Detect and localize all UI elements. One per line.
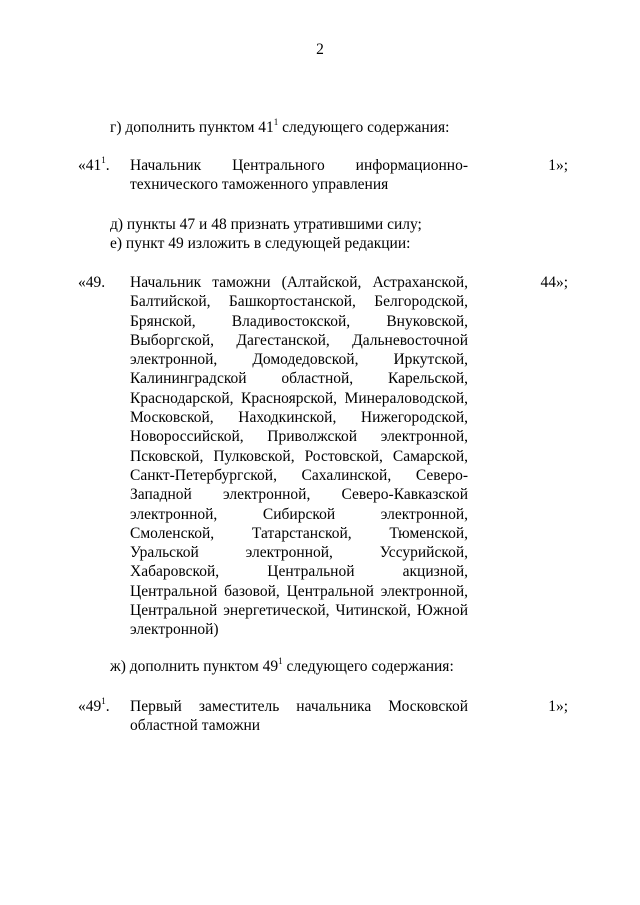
entry-41-1-num-sup: 1	[101, 154, 106, 165]
entry-41-1-qty: 1»;	[548, 157, 568, 174]
page-number: 2	[316, 41, 324, 58]
entry-41-1-num-tail: .	[105, 157, 110, 174]
entry-49-1-text: Первый заместитель начальника Московской областной таможни	[130, 698, 468, 735]
instruction-g	[110, 118, 449, 137]
instruction-zh	[110, 657, 454, 676]
instruction-zh-text: ж) дополнить пунктом 49	[110, 658, 279, 675]
entry-49-number: «49.	[78, 274, 106, 291]
entry-49-1-num-text: «49	[78, 698, 102, 715]
entry-49-1-num-tail: .	[105, 698, 110, 715]
instruction-e: е) пункт 49 изложить в следующей редакции:	[110, 235, 411, 252]
instruction-g-text: г) дополнить пунктом 41	[110, 119, 274, 136]
instruction-zh-sup: 1	[278, 655, 283, 666]
entry-49-qty: 44»;	[540, 274, 568, 291]
entry-49-1-qty: 1»;	[548, 698, 568, 715]
entry-41-1-num-text: «41	[78, 157, 102, 174]
entry-49-1-num-sup: 1	[101, 695, 106, 706]
entry-41-1-number	[78, 156, 110, 175]
instruction-g-tail: следующего содержания:	[278, 119, 450, 136]
entry-49-1-number	[78, 697, 110, 716]
instruction-g-sup: 1	[273, 116, 279, 127]
entry-49-text: Начальник таможни (Алтайской, Астраханской, Балтийской, Башкортостанской, Белгородской, Брянской, Владивостокской, Внуковской, Выборгской, Дагестанской, Дальневосточной электронной, Домодедовской, Иркутской, Калининградской областной, Карельской, Краснодарской, Красноярской, Минераловодской, Московской, Находкинской, Нижегородской, Новороссийской, Приволжской электронной, Псковской, Пулковской, Ростовской, Самарской, Санкт-Петербургской, Сахалинской, Северо-Западной электронной, Северо-Кавказской электронной, Сибирской электронной, Смоленской, Татарстанской, Тюменской, Уральской электронной, Уссурийской, Хабаровской, Центральной акцизной, Центральной базовой, Центральной электронной, Центральной энергетической, Читинской, Южной электронной)	[130, 274, 468, 639]
instruction-d: д) пункты 47 и 48 признать утратившими силу;	[110, 216, 422, 233]
entry-41-1-text: Начальник Центрального информационно-технического таможенного управления	[130, 157, 468, 194]
instruction-zh-tail: следующего содержания:	[282, 658, 454, 675]
